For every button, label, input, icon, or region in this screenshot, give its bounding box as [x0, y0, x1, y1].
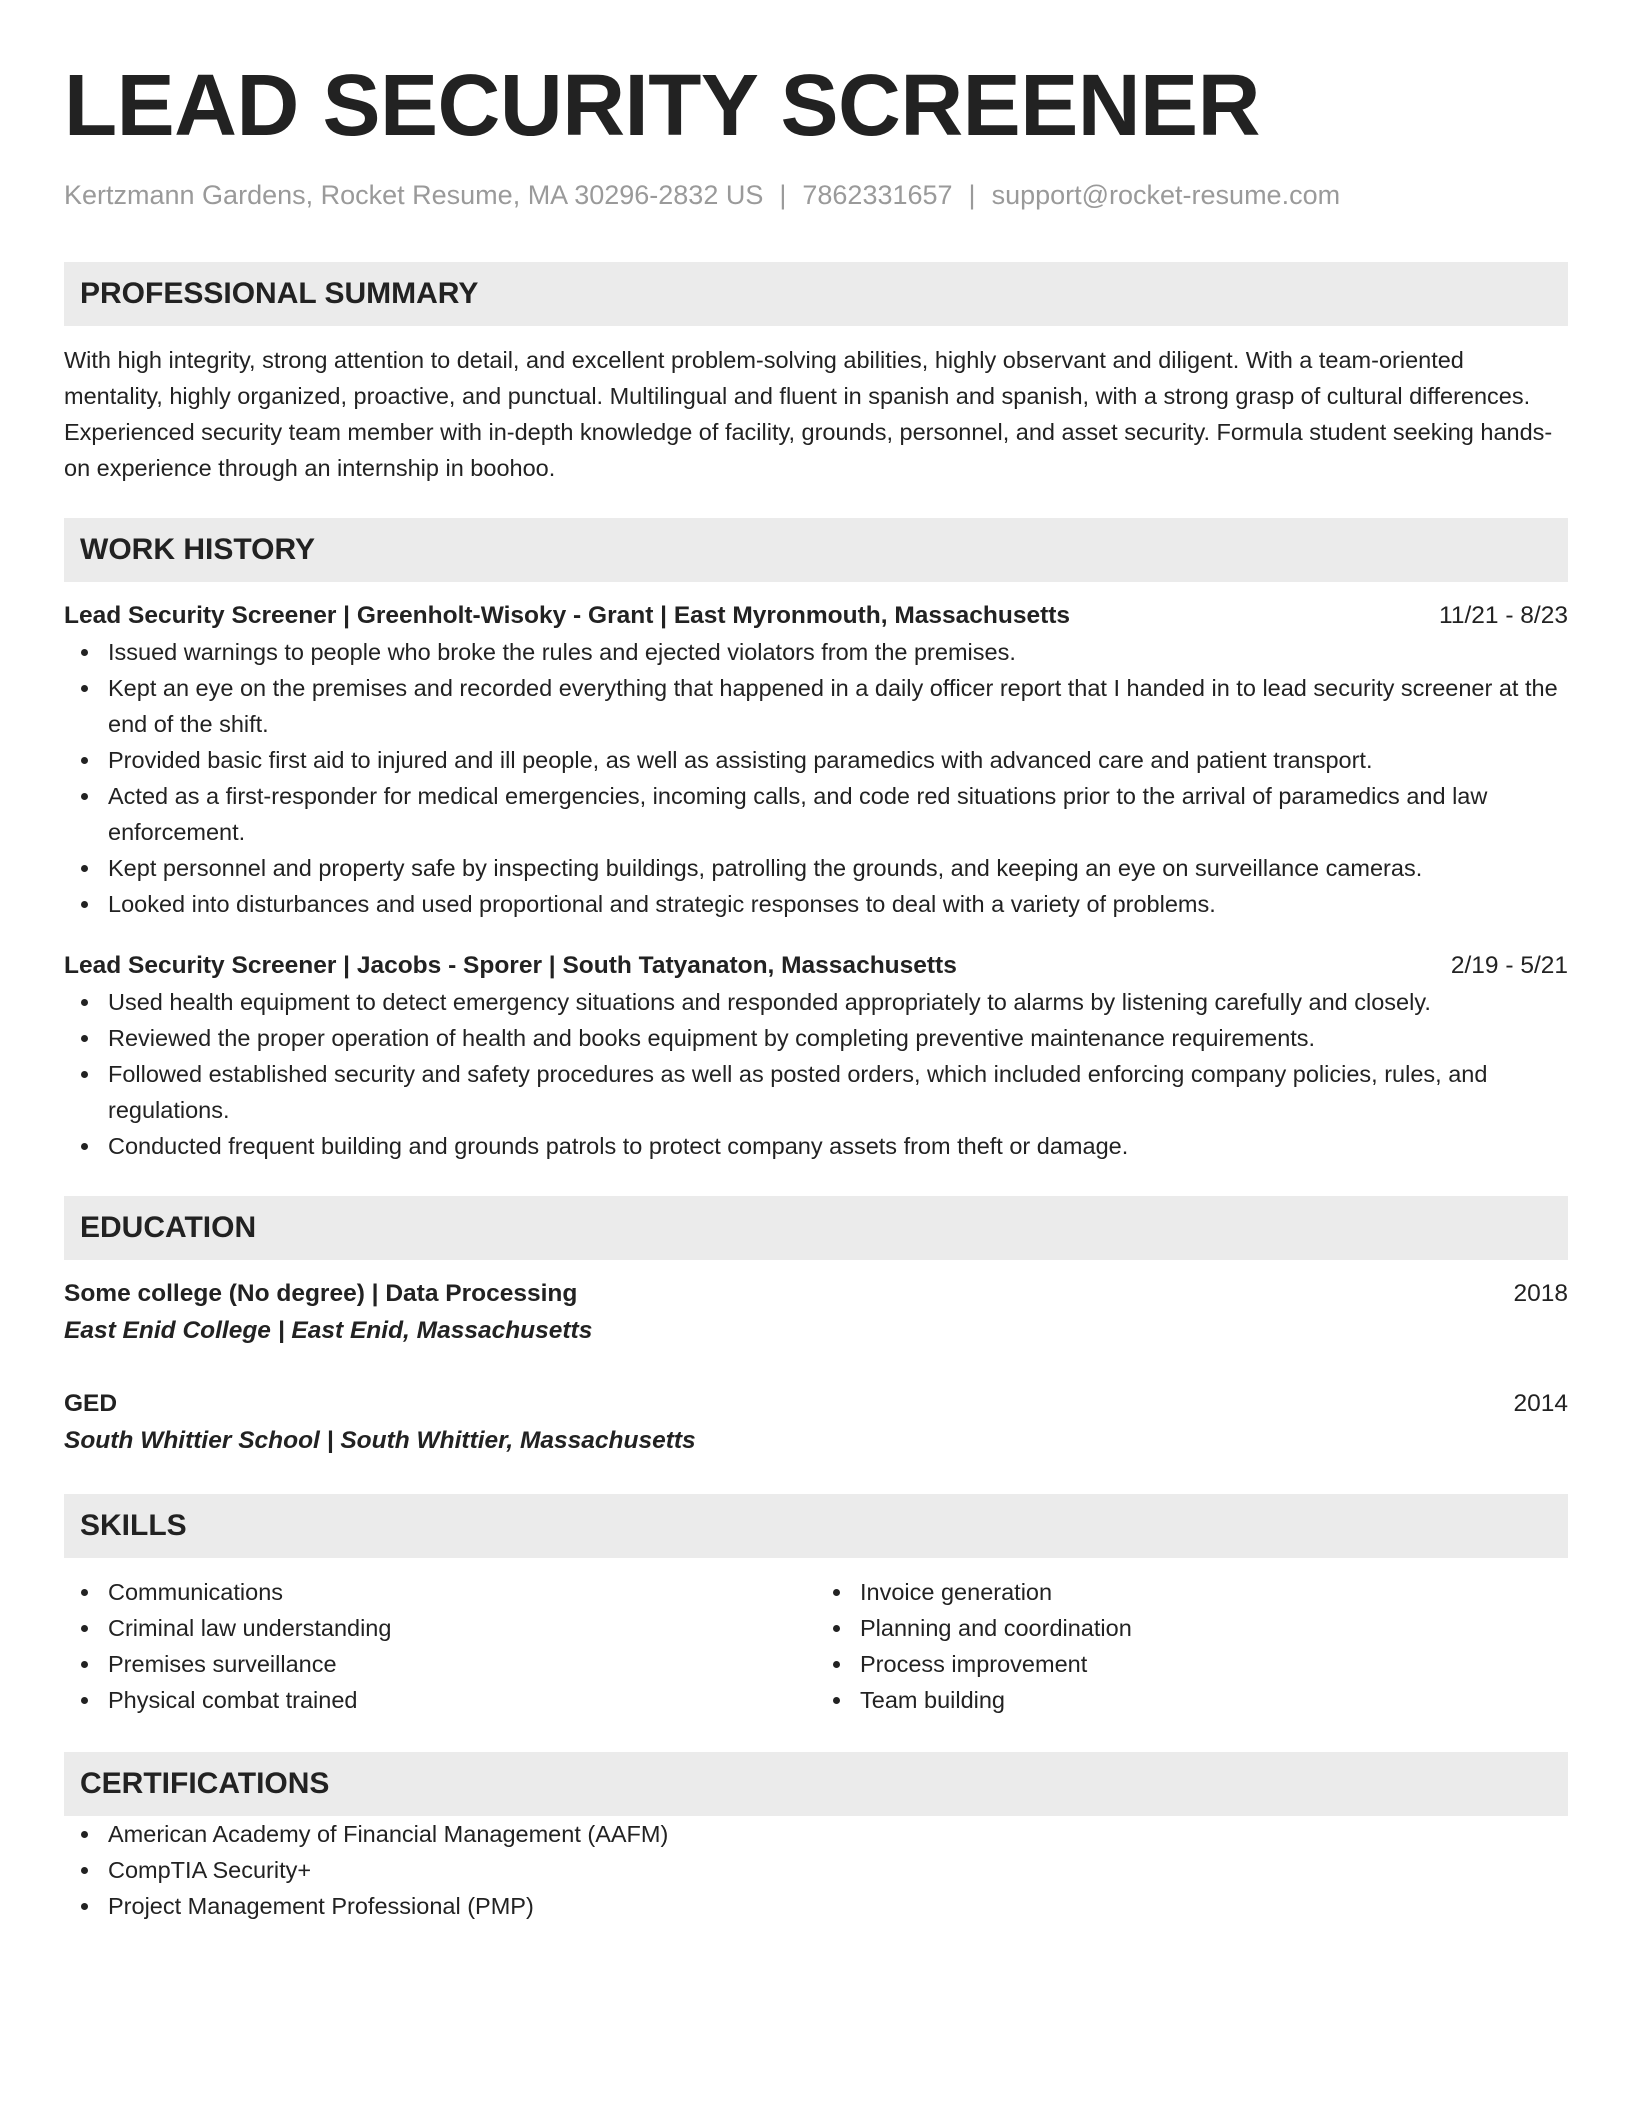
skill-item: Premises surveillance — [64, 1646, 816, 1682]
job-bullet: Used health equipment to detect emergency situations and responded appropriately to alarms by listening carefully and closely. — [64, 984, 1568, 1020]
section-header-skills: SKILLS — [64, 1494, 1568, 1558]
skill-item: Process improvement — [816, 1646, 1568, 1682]
job-header — [64, 948, 1568, 984]
contact-separator: | — [968, 180, 976, 210]
summary-text: With high integrity, strong attention to detail, and excellent problem-solving abilities, highly observant and diligent. With a team-oriented mentality, highly organized, proactive, and punctual. Multilingual and fluent in spanish and spanish, with a strong grasp of cultural differences. Experienced security team member with in-depth knowledge of facility, grounds, personnel, and asset security. Formula student seeking hands-on experience through an internship in boohoo. — [64, 347, 1553, 481]
job-bullet: Kept an eye on the premises and recorded everything that happened in a daily officer report that I handed in to lead security screener at the end of the shift. — [64, 670, 1568, 742]
job-bullet: Issued warnings to people who broke the rules and ejected violators from the premises. — [64, 634, 1568, 670]
skills-grid — [64, 1574, 1568, 1718]
education-year: 2014 — [1513, 1390, 1568, 1417]
job-bullet: Reviewed the proper operation of health and books equipment by completing preventive maintenance requirements. — [64, 1020, 1568, 1056]
job-header — [64, 598, 1568, 634]
section-header-certifications: CERTIFICATIONS — [64, 1752, 1568, 1816]
education-year: 2018 — [1513, 1280, 1568, 1307]
education-school: East Enid College | East Enid, Massachusetts — [64, 1317, 593, 1344]
certification-item: CompTIA Security+ — [64, 1852, 1568, 1888]
section-header-summary: PROFESSIONAL SUMMARY — [64, 262, 1568, 326]
contact-line — [64, 178, 1568, 212]
contact-address: Kertzmann Gardens, Rocket Resume, MA 30296-2832 US — [64, 180, 764, 210]
certification-item: Project Management Professional (PMP) — [64, 1888, 1568, 1924]
education-entry — [64, 1276, 1568, 1350]
job-title: Lead Security Screener | Jacobs - Sporer | South Tatyanaton, Massachusetts — [64, 952, 957, 979]
contact-email: support@rocket-resume.com — [991, 180, 1341, 210]
skills-column-left — [64, 1574, 816, 1718]
job-bullet: Conducted frequent building and grounds patrols to protect company assets from theft or damage. — [64, 1128, 1568, 1164]
education-header — [64, 1386, 1568, 1422]
job-dates: 2/19 - 5/21 — [1450, 952, 1568, 979]
skill-item: Planning and coordination — [816, 1610, 1568, 1646]
candidate-name: LEAD SECURITY SCREENER — [64, 57, 1260, 154]
job-bullet: Looked into disturbances and used proportional and strategic responses to deal with a variety of problems. — [64, 886, 1568, 922]
skill-item: Physical combat trained — [64, 1682, 816, 1718]
education-degree: Some college (No degree) | Data Processing — [64, 1280, 578, 1307]
job-bullet: Acted as a first-responder for medical emergencies, incoming calls, and code red situations prior to the arrival of paramedics and law enforcement. — [64, 778, 1568, 850]
skill-item: Team building — [816, 1682, 1568, 1718]
job-bullet: Provided basic first aid to injured and ill people, as well as assisting paramedics with advanced care and patient transport. — [64, 742, 1568, 778]
job-bullet-list — [64, 984, 1568, 1164]
education-degree: GED — [64, 1390, 118, 1417]
job-entry — [64, 598, 1568, 922]
job-title: Lead Security Screener | Greenholt-Wisoky - Grant | East Myronmouth, Massachusetts — [64, 602, 1071, 629]
section-header-education: EDUCATION — [64, 1196, 1568, 1260]
job-bullet-list — [64, 634, 1568, 922]
contact-phone: 7862331657 — [802, 180, 953, 210]
certifications-list — [64, 1816, 1568, 1924]
skill-item: Communications — [64, 1574, 816, 1610]
job-bullet: Followed established security and safety procedures as well as posted orders, which included enforcing company policies, rules, and regulations. — [64, 1056, 1568, 1128]
skills-column-right — [816, 1574, 1568, 1718]
section-header-work-history: WORK HISTORY — [64, 518, 1568, 582]
skill-item: Invoice generation — [816, 1574, 1568, 1610]
certification-item: American Academy of Financial Management (AAFM) — [64, 1816, 1568, 1852]
education-header — [64, 1276, 1568, 1312]
job-bullet: Kept personnel and property safe by inspecting buildings, patrolling the grounds, and keeping an eye on surveillance cameras. — [64, 850, 1568, 886]
education-school: South Whittier School | South Whittier, Massachusetts — [64, 1427, 696, 1454]
job-dates: 11/21 - 8/23 — [1439, 602, 1568, 629]
education-entry — [64, 1386, 1568, 1460]
job-entry — [64, 948, 1568, 1164]
skill-item: Criminal law understanding — [64, 1610, 816, 1646]
contact-separator: | — [779, 180, 787, 210]
